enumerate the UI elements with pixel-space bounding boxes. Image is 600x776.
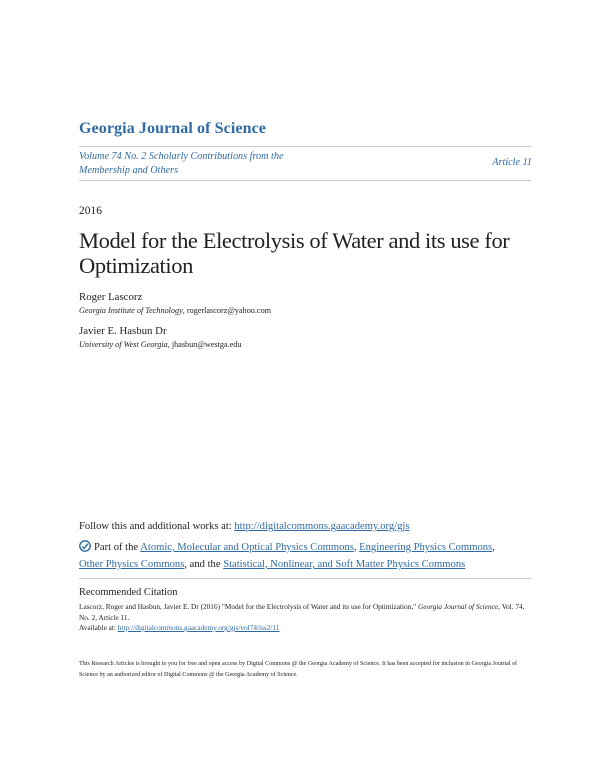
commons-link-statistical-physics[interactable]: Statistical, Nonlinear, and Soft Matter Physics Commons — [223, 559, 466, 570]
part-of-line — [79, 540, 531, 572]
available-at-label: Available at: — [79, 623, 116, 632]
author-name-2: Javier E. Hasbun Dr — [79, 325, 167, 337]
author-affiliation-1: Georgia Institute of Technology, rogerlascorz@yahoo.com — [79, 306, 272, 315]
author-email[interactable]: rogerlascorz@yahoo.com — [186, 306, 272, 315]
and-the-text: , and the — [184, 559, 221, 570]
author-email[interactable]: jhasbun@westga.edu — [171, 340, 242, 349]
commons-link-other-physics[interactable]: Other Physics Commons — [79, 559, 185, 570]
paper-title: Model for the Electrolysis of Water and its use for Optimization — [79, 228, 510, 278]
collection-url-link[interactable]: http://digitalcommons.gaacademy.org/gjs — [234, 521, 410, 532]
citation-text-start: Lascorz, Roger and Hasbun, Javier E. Dr (2016) "Model for the Electrolysis of Water and its use for Optimization," — [79, 602, 417, 611]
follow-label: Follow this and additional works at: — [79, 521, 232, 532]
affiliation-text: Georgia Institute of Technology — [79, 306, 183, 315]
article-number-link[interactable]: Article 11 — [492, 157, 532, 168]
header-divider-bottom — [79, 180, 531, 181]
author-affiliation-2: University of West Georgia, jhasbun@westga.edu — [79, 340, 242, 349]
commons-link-engineering-physics[interactable]: Engineering Physics Commons — [359, 542, 493, 553]
citation-url-link[interactable]: http://digitalcommons.gaacademy.org/gjs/vol74/iss2/11 — [117, 623, 280, 632]
header-divider-top — [79, 146, 531, 147]
separator: , — [353, 542, 357, 553]
author-name-1: Roger Lascorz — [79, 291, 143, 303]
citation-text-end: , Vol. 74, No. 2, Article 11. — [79, 602, 525, 622]
recommended-citation-heading: Recommended Citation — [79, 587, 178, 598]
commons-link-amo-physics[interactable]: Atomic, Molecular and Optical Physics Commons — [140, 542, 354, 553]
citation-divider — [79, 578, 531, 579]
follow-line — [79, 521, 409, 532]
separator: , — [492, 542, 495, 553]
publication-year: 2016 — [79, 205, 102, 217]
affiliation-text: University of West Georgia — [79, 340, 168, 349]
open-access-icon — [79, 540, 91, 557]
part-of-prefix: Part of the — [94, 542, 139, 553]
volume-issue-link[interactable]: Volume 74 No. 2 Scholarly Contributions from the Membership and Others — [79, 151, 284, 176]
citation-journal: Georgia Journal of Science — [417, 602, 499, 611]
access-footer-note: This Research Articles is brought to you for free and open access by Digital Commons @ the Georgia Academy of Science. It has been accepted for inclusion in Georgia Journal of Science by an authorized editor of Digital Commons @ the Georgia Academy of Science. — [79, 661, 518, 678]
journal-title-link[interactable]: Georgia Journal of Science — [79, 120, 267, 137]
recommended-citation-text — [79, 602, 531, 634]
